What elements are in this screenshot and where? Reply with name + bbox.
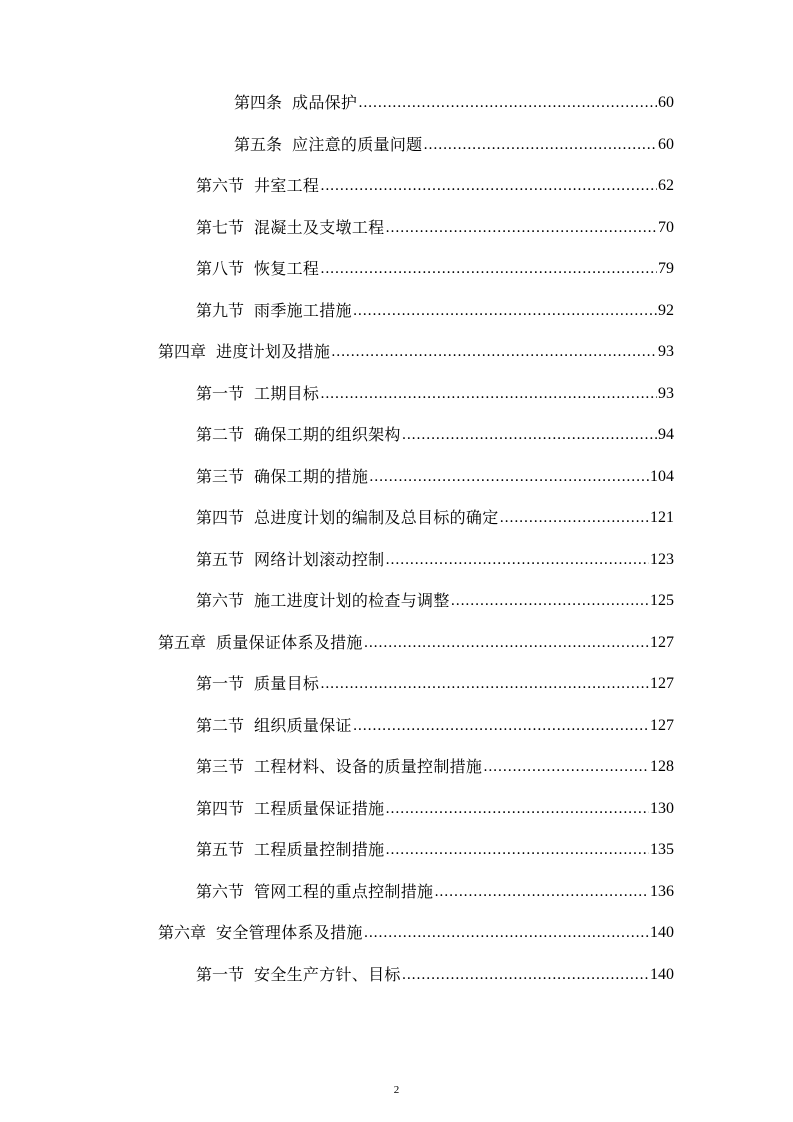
toc-dot-leader [402, 422, 657, 448]
toc-section-entry[interactable] [196, 671, 674, 697]
toc-entry-page: 127 [650, 675, 674, 692]
toc-entry-page: 140 [650, 924, 674, 941]
toc-section-entry[interactable] [196, 962, 674, 988]
toc-entry-page: 93 [658, 384, 674, 402]
toc-dot-leader [402, 962, 649, 988]
toc-section-entry[interactable] [196, 173, 674, 199]
toc-entry-title: 工程质量保证措施 [254, 798, 385, 818]
toc-entry-title: 安全管理体系及措施 [216, 923, 363, 942]
toc-dot-leader [331, 339, 657, 365]
toc-entry-page: 140 [650, 965, 674, 983]
page-number: 2 [393, 1084, 400, 1096]
toc-dot-leader [364, 920, 649, 946]
toc-section-entry[interactable] [196, 215, 674, 241]
toc-entry-number: 第五节 [196, 549, 245, 569]
toc-entry-title: 混凝土及支墩工程 [254, 217, 385, 237]
toc-entry-title: 安全生产方针、目标 [254, 964, 401, 984]
toc-entry-page: 127 [650, 716, 674, 734]
toc-section-entry[interactable] [196, 796, 674, 822]
toc-entry-number: 第三节 [196, 466, 245, 486]
toc-entry-title: 管网工程的重点控制措施 [254, 881, 434, 901]
toc-entry-page: 127 [650, 633, 674, 651]
toc-dot-leader [483, 754, 649, 780]
toc-entry-number: 第五节 [196, 840, 245, 859]
toc-entry-page: 121 [650, 509, 674, 526]
toc-section-entry[interactable] [196, 422, 674, 448]
toc-dot-leader [451, 588, 649, 614]
toc-entry-page: 62 [658, 177, 674, 194]
toc-dot-leader [500, 505, 649, 531]
toc-section-entry[interactable] [196, 505, 674, 531]
toc-dot-leader [385, 796, 649, 822]
toc-entry-page: 79 [658, 260, 674, 277]
toc-dot-leader [353, 713, 649, 739]
toc-dot-leader [364, 630, 649, 656]
toc-entry-title: 组织质量保证 [254, 715, 352, 735]
toc-entry-page: 92 [658, 301, 674, 319]
toc-entry-title: 网络计划滚动控制 [254, 549, 385, 569]
toc-section-entry[interactable] [196, 713, 674, 739]
toc-entry-page: 123 [650, 550, 674, 568]
toc-article-entry[interactable] [234, 90, 674, 116]
toc-entry-title: 工程质量控制措施 [254, 840, 385, 859]
toc-dot-leader [385, 837, 649, 863]
toc-dot-leader [385, 215, 657, 241]
toc-entry-page: 130 [650, 799, 674, 817]
toc-entry-page: 93 [658, 343, 674, 360]
toc-entry-title: 施工进度计划的检查与调整 [254, 591, 450, 610]
toc-section-entry[interactable] [196, 298, 674, 324]
toc-entry-page: 60 [658, 135, 674, 153]
toc-entry-page: 135 [650, 841, 674, 858]
toc-article-entry[interactable] [234, 132, 674, 158]
toc-entry-number: 第四条 [234, 93, 283, 112]
toc-entry-number: 第六章 [158, 923, 207, 942]
toc-entry-page: 125 [650, 592, 674, 609]
toc-section-entry[interactable] [196, 256, 674, 282]
toc-entry-number: 第七节 [196, 217, 245, 237]
toc-entry-page: 94 [658, 426, 674, 443]
toc-entry-title: 恢复工程 [254, 259, 320, 278]
toc-entry-page: 60 [658, 94, 674, 111]
toc-section-entry[interactable] [196, 588, 674, 614]
toc-entry-title: 应注意的质量问题 [292, 134, 423, 154]
toc-entry-number: 第一节 [196, 964, 245, 984]
toc-entry-number: 第四节 [196, 508, 245, 527]
toc-entry-title: 工程材料、设备的质量控制措施 [254, 757, 483, 776]
toc-entry-title: 井室工程 [254, 176, 320, 195]
toc-dot-leader [320, 381, 657, 407]
toc-chapter-entry[interactable] [158, 630, 674, 656]
toc-section-entry[interactable] [196, 381, 674, 407]
toc-entry-page: 104 [650, 467, 674, 485]
toc-chapter-entry[interactable] [158, 920, 674, 946]
toc-dot-leader [423, 132, 657, 158]
toc-entry-number: 第九节 [196, 300, 245, 320]
toc-entry-title: 确保工期的组织架构 [254, 425, 401, 444]
toc-entry-number: 第六节 [196, 176, 245, 195]
toc-entry-number: 第一节 [196, 674, 245, 693]
toc-entry-number: 第八节 [196, 259, 245, 278]
toc-dot-leader [320, 256, 657, 282]
toc-section-entry[interactable] [196, 837, 674, 863]
toc-entry-number: 第二节 [196, 715, 245, 735]
toc-section-entry[interactable] [196, 464, 674, 490]
toc-entry-title: 成品保护 [292, 93, 358, 112]
toc-entry-title: 雨季施工措施 [254, 300, 352, 320]
toc-entry-title: 确保工期的措施 [254, 466, 369, 486]
toc-entry-page: 70 [658, 218, 674, 236]
toc-dot-leader [358, 90, 657, 116]
toc-entry-title: 进度计划及措施 [216, 342, 331, 361]
toc-entry-number: 第三节 [196, 757, 245, 776]
toc-entry-title: 质量保证体系及措施 [216, 632, 363, 652]
toc-entry-title: 总进度计划的编制及总目标的确定 [254, 508, 499, 527]
toc-entry-number: 第五条 [234, 134, 283, 154]
toc-entry-number: 第四章 [158, 342, 207, 361]
toc-dot-leader [385, 547, 649, 573]
toc-entry-number: 第五章 [158, 632, 207, 652]
toc-entry-number: 第四节 [196, 798, 245, 818]
toc-entry-number: 第二节 [196, 425, 245, 444]
toc-dot-leader [434, 879, 649, 905]
toc-dot-leader [320, 173, 657, 199]
toc-chapter-entry[interactable] [158, 339, 674, 365]
toc-section-entry[interactable] [196, 879, 674, 905]
toc-entry-page: 136 [650, 882, 674, 900]
toc-entry-title: 工期目标 [254, 383, 320, 403]
toc-entry-page: 128 [650, 758, 674, 775]
toc-entry-title: 质量目标 [254, 674, 320, 693]
toc-entry-number: 第六节 [196, 881, 245, 901]
toc-entry-number: 第六节 [196, 591, 245, 610]
toc-dot-leader [369, 464, 649, 490]
toc-section-entry[interactable] [196, 754, 674, 780]
toc-dot-leader [353, 298, 657, 324]
toc-dot-leader [320, 671, 649, 697]
toc-entry-number: 第一节 [196, 383, 245, 403]
toc-section-entry[interactable] [196, 547, 674, 573]
